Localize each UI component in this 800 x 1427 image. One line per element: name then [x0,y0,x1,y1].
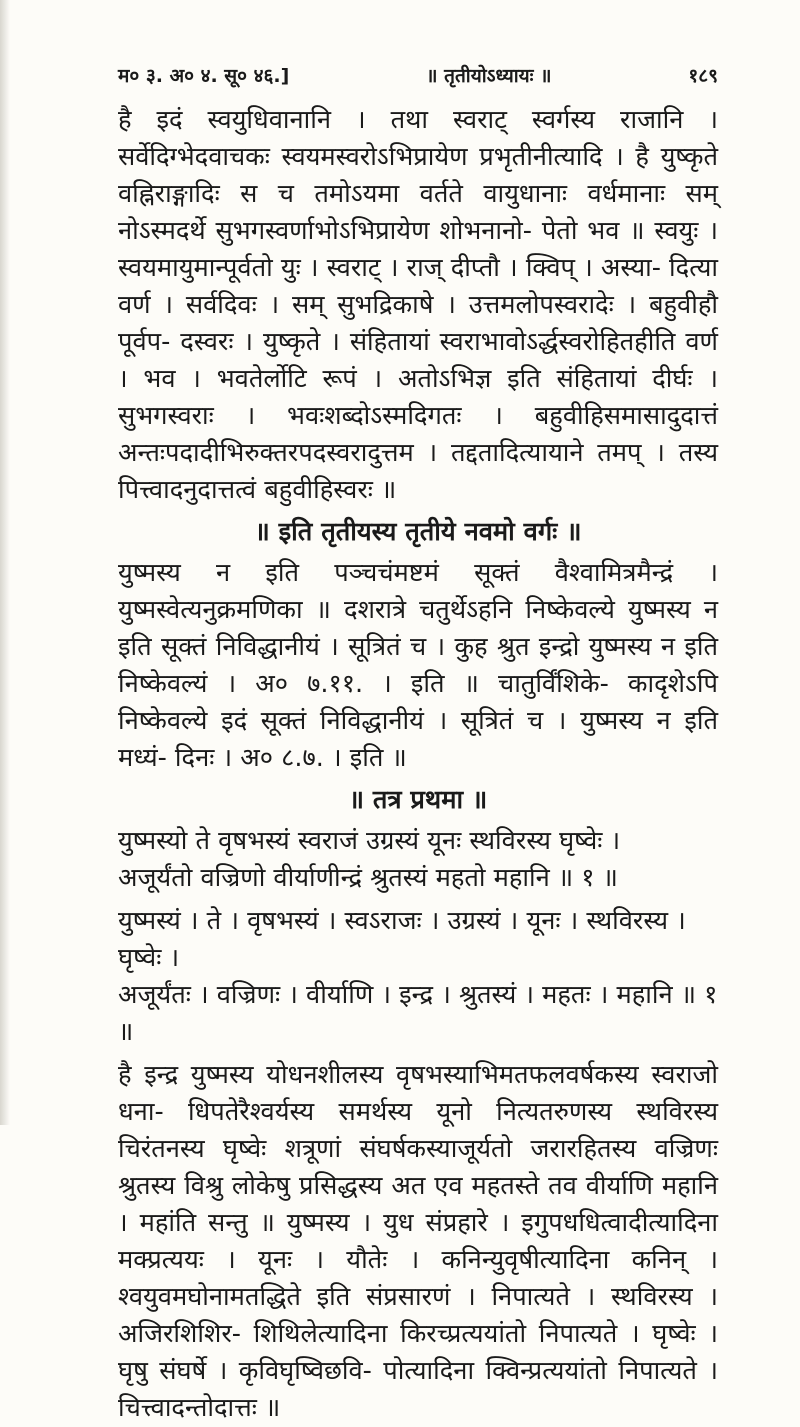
running-header [118,62,718,88]
pada-line: युष्मस्यं । ते । वृषभस्यं । स्वऽराजः । उग्रस्यं । यूनः । स्थविरस्य । घृष्वेः । [118,906,686,973]
verse-line: अजूर्यंतो वज्रिणो वीर्याणीन्द्रं श्रुतस्यं महतो महानि ॥ १ ॥ [118,863,618,893]
header-title: ॥ तृतीयोऽध्यायः ॥ [426,65,552,87]
commentary-paragraph: है इदं स्वयुधिवानानि । तथा स्वराट् स्वर्गस्य राजानि । सर्वेदिग्भेदवाचकः स्वयमस्वरोऽभिप्रायेण प्रभृतीनीत्यादि । है युष्कृते वह्निराङ्गादिः स च तमोऽयमा वर्तते वायुधानाः वर्धमानाः सम् नोऽस्मदर्थे सुभगस्वर्णाभोऽभिप्रायेण शोभनानो- पेतो भव ॥ स्वयुः । स्वयमायुमान्पूर्वतो युः । स्वराट् । राज् दीप्तौ । क्विप् । अस्या- दित्या वर्ण । सर्वदिवः । सम् सुभद्रिकाषे । उत्तमलोपस्वरादेः । बहुवीहौ पूर्वप- दस्वरः । युष्कृते । संहितायां स्वराभावोऽर्द्धस्वरोहितहीति वर्ण । भव । भवतेर्लोटि रूपं । अतोऽभिज्ञ इति संहितायां दीर्घः । सुभगस्वराः । भवःशब्दोऽस्मदिगतः । बहुवीहिसमासादुदात्तं अन्तःपदादीभिरुक्तरपदस्वरादुत्तम । तद्दतादित्यायाने तमप् । तस्य पित्त्वादनुदात्तत्वं बहुवीहिस्वरः ॥ [118,105,718,505]
verse-heading: ॥ तत्र प्रथमा ॥ [348,785,488,815]
page-number: १८९ [688,65,718,87]
intro-paragraph: युष्मस्य न इति पञ्चचंमष्टमं सूक्तं वैश्वामित्रमैन्द्रं । युष्मस्वेत्यनुक्रमणिका ॥ दशरात्रे चतुर्थेऽहनि निष्केवल्ये युष्मस्य न इति सूक्तं निविद्धानीयं । सूत्रितं च । कुह श्रुत इन्द्रो युष्मस्य न इति निष्केवल्यं । अ० ७.११. । इति ॥ चातुर्विंशिके- कादृशेऽपि निष्केवल्ये इदं सूक्तं निविद्धानीयं । सूत्रितं च । युष्मस्य न इति मध्यं- दिनः । अ० ८.७. । इति ॥ [118,558,718,773]
commentary-paragraph: है इन्द्र युष्मस्य योधनशीलस्य वृषभस्याभिमतफलवर्षकस्य स्वराजो धना- धिपतेरैश्वर्यस्य समर्थस्य यूनो नित्यतरुणस्य स्थविरस्य चिरंतनस्य घृष्वेः शत्रूणां संघर्षकस्याजूर्यतो जरारहितस्य वज्रिणः श्रुतस्य विश्रु लोकेषु प्रसिद्धस्य अत एव महतस्ते तव वीर्याणि महानि । महांति सन्तु ॥ युष्मस्य । युध संप्रहारे । इगुपधधित्वादीत्यादिना मक्प्रत्ययः । यूनः । यौतेः । कनिन्युवृषीत्यादिना कनिन् । श्वयुवमघोनामतद्धिते इति संप्रसारणं । निपात्यते । स्थविरस्य । अजिरशिशिर- शिथिलेत्यादिना किरच्प्रत्ययांतो निपात्यते । घृष्वेः । घृषु संघर्षे । कृविघृष्विछवि- पोत्यादिना क्विन्प्रत्ययांतो निपात्यते । चित्त्वादन्तोदात्तः ॥ [118,1060,718,1423]
header-reference: म० ३. अ० ४. सू० ४६.] [118,65,290,87]
pada-line: अजूर्यंतः । वज्रिणः । वीर्याणि । इन्द्र । श्रुतस्यं । महतः । महानि ॥ १ ॥ [118,980,718,1047]
page-edge-shadow [0,0,10,1125]
section-heading: ॥ इति तृतीयस्य तृतीये नवमो वर्गः ॥ [254,517,582,547]
document-page [118,62,718,1427]
verse-line: युष्मस्यो ते वृषभस्यं स्वराजं उग्रस्यं यूनः स्थविरस्य घृष्वेः । [118,826,621,856]
